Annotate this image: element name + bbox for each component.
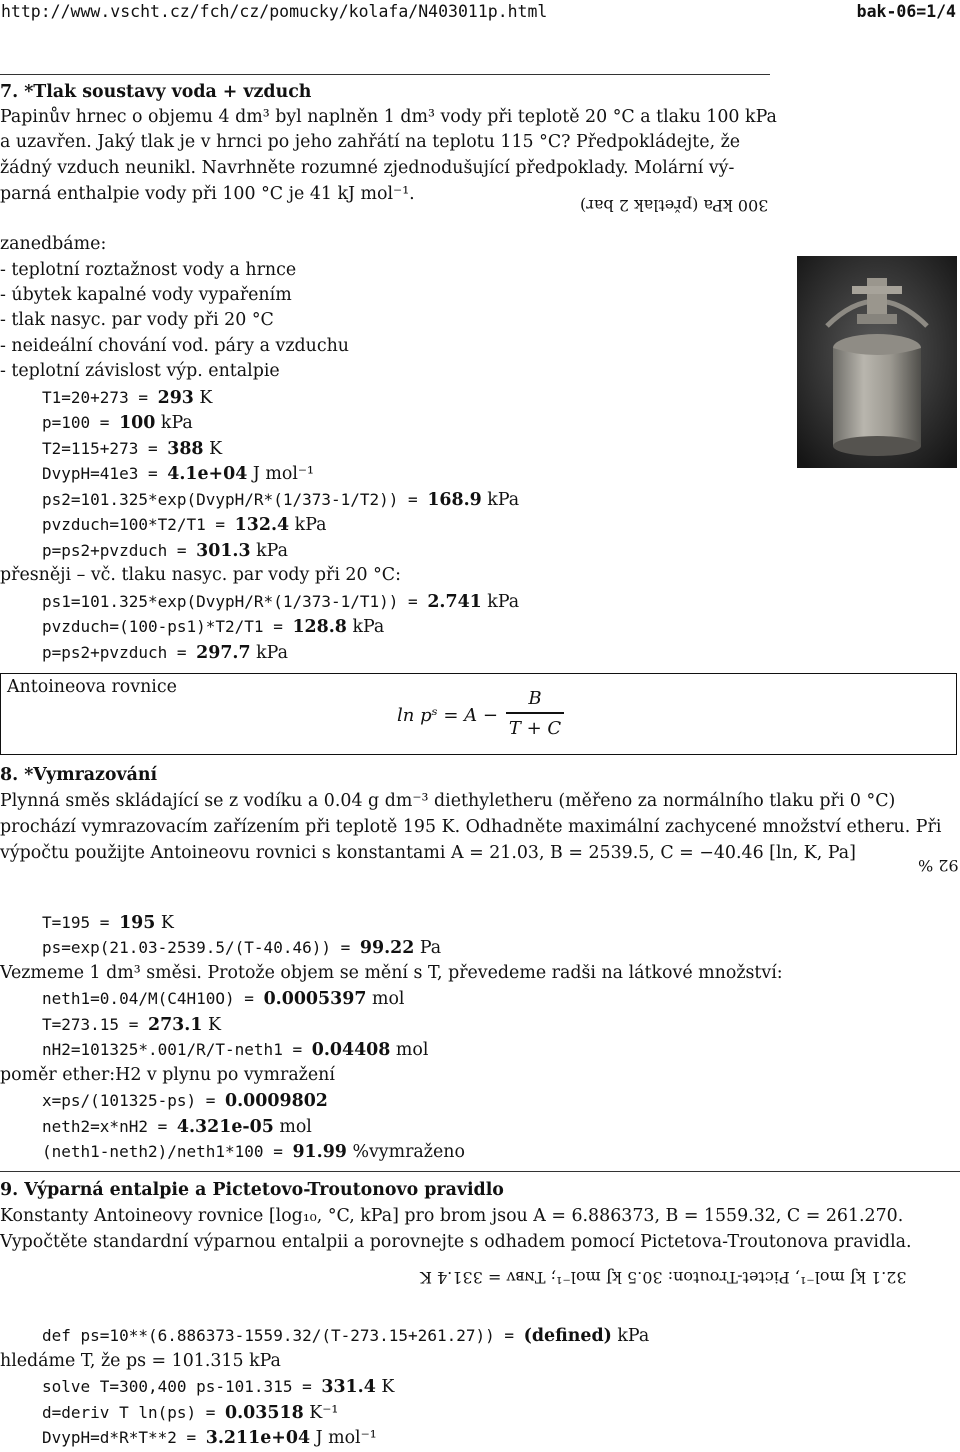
calc-line: neth1=0.04/M(C4H10O) = 0.0005397 mol [42,989,405,1009]
calc-line: ps2=101.325*exp(DvypH/R*(1/373-1/T2)) = 168.9 kPa [42,490,520,510]
calc-line: T=195 = 195 K [42,913,174,933]
calc-line: pvzduch=100*T2/T1 = 132.4 kPa [42,515,327,535]
calc-line: T1=20+273 = 293 K [42,388,213,408]
neglect-item-4: - neideální chování vod. páry a vzduchu [0,336,350,356]
calc-line: solve T=300,400 ps-101.315 = 331.4 K [42,1377,395,1397]
calc-line: d=deriv T ln(ps) = 0.03518 K⁻¹ [42,1403,339,1423]
calc-line: T2=115+273 = 388 K [42,439,223,459]
problem-7-answer-inverted: 300 kPa (přetlak 2 bar) [580,196,769,215]
problem-8-text-1: Plynná směs skládající se z vodíku a 0.04 g dm⁻³ diethyletheru (měřeno za normálního tlaku při 0 °C) [0,791,896,811]
header-url[interactable]: http://www.vscht.cz/fch/cz/pomucky/kolafa/N403011p.html [1,2,548,21]
problem-7-text-4: parná enthalpie vody při 100 °C je 41 kJ mol⁻¹. [0,184,415,204]
section-rule [0,1171,960,1172]
calc-line: (neth1-neth2)/neth1*100 = 91.99 %vymraženo [42,1142,465,1162]
problem-9-answer-inverted: 32.1 kJ mol⁻¹, Pictet-Trouton: 30.5 kJ mol⁻¹; Tɴʙᴠ = 331.4 K [420,1268,907,1287]
calc-line: p=ps2+pvzduch = 297.7 kPa [42,643,288,663]
calc-line: DvypH=d*R*T**2 = 3.211e+04 J mol⁻¹ [42,1428,377,1448]
calc-line: p=ps2+pvzduch = 301.3 kPa [42,541,288,561]
calc-line: def ps=10**(6.886373-1559.32/(T-273.15+261.27)) = (defined) kPa [42,1326,650,1346]
neglect-heading: zanedbáme: [0,234,107,254]
problem-9-note: hledáme T, že ps = 101.315 kPa [0,1351,281,1371]
problem-8-answer-inverted: 92 % [918,856,959,875]
precise-heading: přesněji – vč. tlaku nasyc. par vody při 20 °C: [0,565,401,585]
problem-7-text-3: žádný vzduch neunikl. Navrhněte rozumné zjednodušující předpoklady. Molární vý- [0,158,735,178]
problem-8-note-2: poměr ether:H2 v plynu po vymražení [0,1065,335,1085]
problem-7-text-1: Papinův hrnec o objemu 4 dm³ byl naplněn 1 dm³ vody při teplotě 20 °C a tlaku 100 kPa [0,107,777,127]
neglect-item-3: - tlak nasyc. par vody při 20 °C [0,310,274,330]
problem-8-text-2: prochází vymrazovacím zařízením při teplotě 195 K. Odhadněte maximální zachycené množství etheru. Při [0,817,942,837]
problem-8-title: 8. *Vymrazování [0,765,158,785]
problem-9-text-2: Vypočtěte standardní výparnou entalpii a porovnejte s odhadem pomocí Pictetova-Troutonova pravidla. [0,1232,912,1252]
calc-line: x=ps/(101325-ps) = 0.0009802 [42,1091,328,1111]
calc-line: nH2=101325*.001/R/T-neth1 = 0.04408 mol [42,1040,429,1060]
calc-line: pvzduch=(100-ps1)*T2/T1 = 128.8 kPa [42,617,385,637]
neglect-item-5: - teplotní závislost výp. entalpie [0,361,280,381]
calc-line: ps1=101.325*exp(DvypH/R*(1/373-1/T1)) = 2.741 kPa [42,592,520,612]
antoine-equation-box [0,673,957,755]
calc-line: DvypH=41e3 = 4.1e+04 J mol⁻¹ [42,464,315,484]
neglect-item-2: - úbytek kapalné vody vypařením [0,285,292,305]
calc-line: p=100 = 100 kPa [42,413,193,433]
problem-7-text-2: a uzavřen. Jaký tlak je v hrnci po jeho zahřátí na teplotu 115 °C? Předpokládejte, že [0,132,741,152]
problem-8-text-3: výpočtu použijte Antoineovu rovnici s konstantami A = 21.03, B = 2539.5, C = −40.46 [ln, K, Pa] [0,843,856,863]
calc-line: ps=exp(21.03-2539.5/(T-40.46)) = 99.22 Pa [42,938,442,958]
antoine-denominator: T + C [508,718,562,739]
problem-8-note-1: Vezmeme 1 dm³ směsi. Protože objem se mění s T, převedeme radši na látkové množství: [0,963,783,983]
problem-7-title: 7. *Tlak soustavy voda + vzduch [0,82,312,102]
pressure-cooker-photo [797,256,957,468]
calc-line: neth2=x*nH2 = 4.321e-05 mol [42,1117,312,1137]
antoine-lhs: ln pˢ = A − [397,705,498,726]
problem-9-title: 9. Výparná entalpie a Pictetovo-Troutonovo pravidlo [0,1180,504,1200]
neglect-item-1: - teplotní roztažnost vody a hrnce [0,260,297,280]
problem-9-text-1: Konstanty Antoineovy rovnice [log₁₀, °C, kPa] pro brom jsou A = 6.886373, B = 1559.32, C = 261.270. [0,1206,904,1226]
header-page: bak-06=1/4 [856,2,956,21]
antoine-numerator: B [528,688,542,709]
antoine-label: Antoineova rovnice [7,677,177,697]
header-rule [0,74,770,75]
calc-line: T=273.15 = 273.1 K [42,1015,221,1035]
fraction-bar [506,712,564,714]
